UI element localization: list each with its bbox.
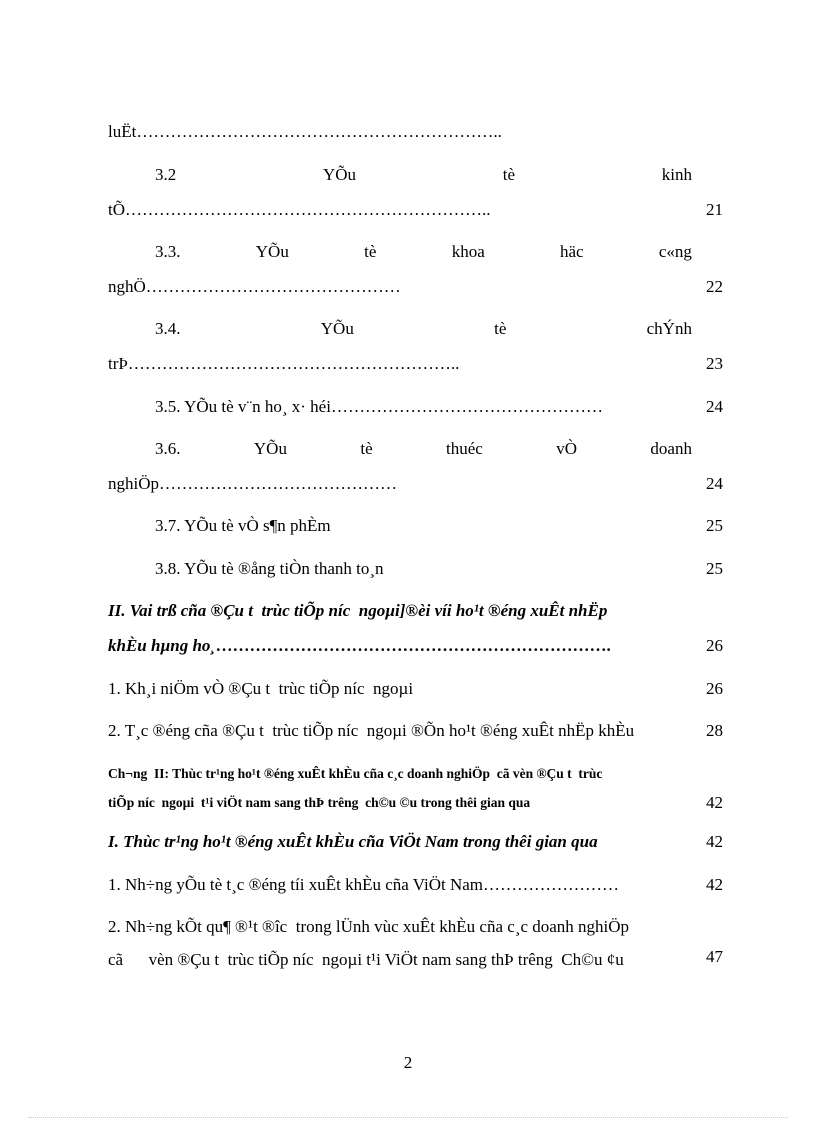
page-bottom-divider xyxy=(28,1117,788,1118)
toc-entry-ii-1: 1. Kh¸i niÖm vÒ ®Çu t trùc tiÕp níc ngoµi xyxy=(108,679,414,698)
toc-page-number: 25 xyxy=(706,516,723,535)
toc-entry-3-3-leader: nghÖ……………………………………… xyxy=(108,277,401,296)
toc-section-ii-line2: khÈu hµng ho¸……………………………………………………………. xyxy=(108,636,612,655)
toc-page-number: 25 xyxy=(706,559,723,578)
toc-chapter-ii-line1: Ch¬ng II: Thùc tr¹ng ho¹t ®éng xuÊt khÈu cña c¸c doanh nghiÖp cã vèn ®Çu t trùc xyxy=(108,766,603,781)
toc-entry-i-2-line1: 2. Nh÷ng kÕt qu¶ ®¹t ®îc trong lÜnh vùc xuÊt khÈu cña c¸c doanh nghiÖp xyxy=(108,917,630,936)
toc-page-number: 23 xyxy=(706,354,723,373)
toc-section-ii-line1: II. Vai trß cña ®Çu t trùc tiÕp níc ngoµi]®èi víi ho¹t ®éng xuÊt nhËp xyxy=(108,601,608,620)
toc-entry-3-5: 3.5. YÕu tè v¨n ho¸ x· héi………………………………………… xyxy=(155,397,603,416)
toc-entry-3-6-heading: 3.6. YÕu tè thuéc vÒ doanh xyxy=(155,439,692,458)
toc-entry-3-8: 3.8. YÕu tè ®ång tiÒn thanh to¸n xyxy=(155,559,384,578)
toc-entry-i-2-line2: cã vèn ®Çu t trùc tiÕp níc ngoµi t¹i ViÖt nam sang thÞ trêng Ch©u ¢u xyxy=(108,950,624,969)
toc-page-number: 42 xyxy=(706,793,723,812)
toc-page-number: 24 xyxy=(706,474,723,493)
toc-entry-i-1: 1. Nh÷ng yÕu tè t¸c ®éng tíi xuÊt khÈu cña ViÖt Nam…………………… xyxy=(108,875,620,894)
toc-page-number: 24 xyxy=(706,397,723,416)
toc-line-luat: luËt……………………………………………………….. xyxy=(108,122,502,141)
toc-page-number: 26 xyxy=(706,679,723,698)
toc-page-number: 28 xyxy=(706,721,723,740)
toc-section-i: I. Thùc tr¹ng ho¹t ®éng xuÊt khÈu cña ViÖt Nam trong thêi gian qua xyxy=(108,832,598,851)
toc-page-number: 47 xyxy=(706,947,723,966)
toc-chapter-ii-line2: tiÕp níc ngoµi t¹i viÖt nam sang thÞ trêng ch©u ©u trong thêi gian qua xyxy=(108,795,531,810)
toc-page-number: 42 xyxy=(706,832,723,851)
toc-page-number: 21 xyxy=(706,200,723,219)
toc-page-number: 42 xyxy=(706,875,723,894)
toc-entry-3-2-leader: tÕ……………………………………………………….. xyxy=(108,200,491,219)
toc-entry-3-4-leader: trÞ………………………………………………….. xyxy=(108,354,460,373)
page-number-footer: 2 xyxy=(403,1053,413,1072)
toc-entry-3-6-leader: nghiÖp…………………………………… xyxy=(108,474,397,493)
toc-entry-3-3-heading: 3.3. YÕu tè khoa häc c«ng xyxy=(155,242,692,261)
toc-page-number: 22 xyxy=(706,277,723,296)
toc-entry-3-7: 3.7. YÕu tè vÒ s¶n phÈm xyxy=(155,516,331,535)
toc-page-number: 26 xyxy=(706,636,723,655)
toc-entry-3-2-heading: 3.2 YÕu tè kinh xyxy=(155,165,692,184)
toc-entry-3-4-heading: 3.4. YÕu tè chÝnh xyxy=(155,319,692,338)
toc-entry-ii-2: 2. T¸c ®éng cña ®Çu t trùc tiÕp níc ngoµi ®Õn ho¹t ®éng xuÊt nhËp khÈu xyxy=(108,721,635,740)
